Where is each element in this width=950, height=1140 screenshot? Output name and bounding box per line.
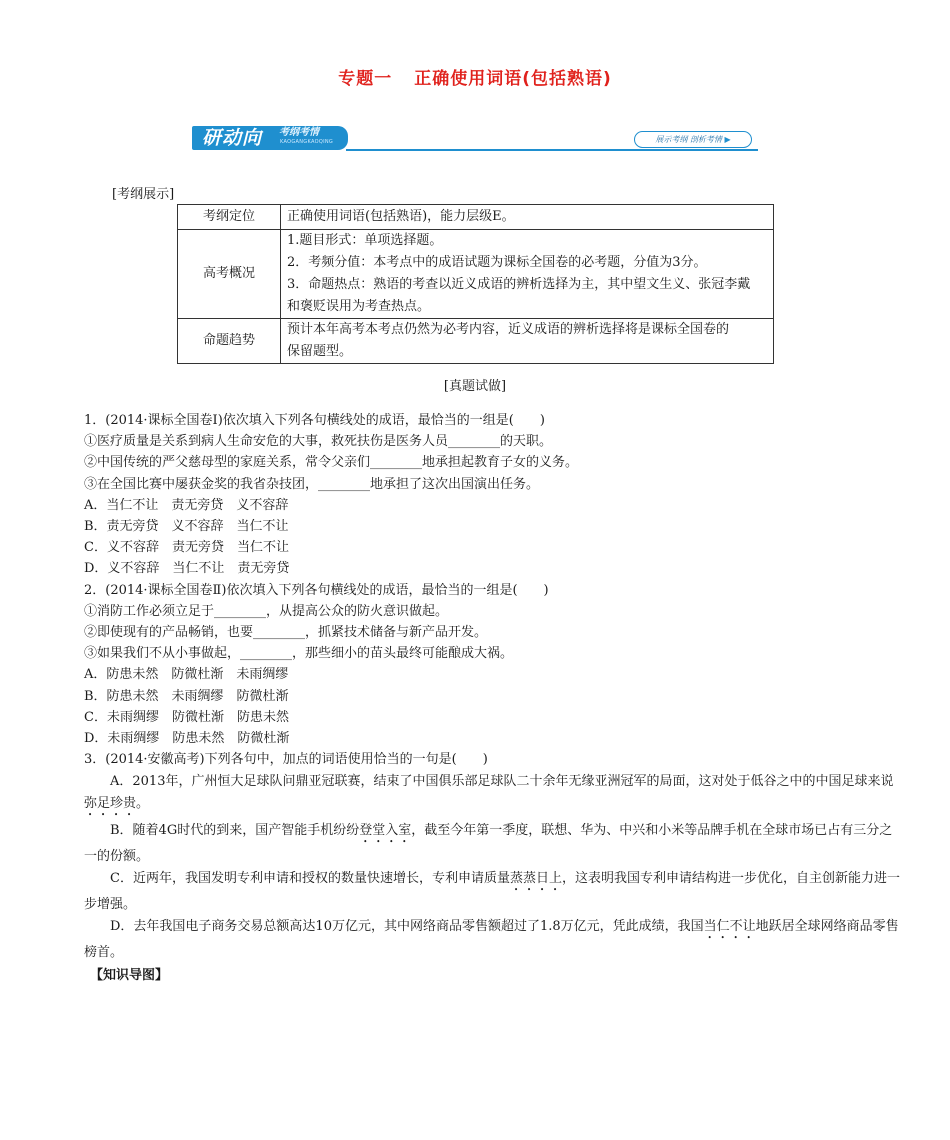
banner-rule (346, 149, 758, 151)
q1-option: B．责无旁贷 义不容辞 当仁不让 (84, 519, 289, 535)
q2-option: C．未雨绸缪 防微杜渐 防患未然 (84, 709, 289, 725)
q3-d-text: D．去年我国电子商务交易总额高达10万亿元，其中网络商品零售额超过了1.8万亿元，凭此成绩，我国 (110, 919, 704, 935)
table-line: 和褒贬误用为考查热点。 (287, 299, 431, 314)
q1-item: ②中国传统的严父慈母型的家庭关系，常令父亲们________地承担起教育子女的义务。 (84, 455, 579, 471)
section-map-label: 【知识导图】 (90, 968, 169, 984)
table-key: 命题趋势 (178, 319, 281, 364)
q3-b-dotted: 登堂入室 (359, 822, 412, 838)
page-title (0, 64, 950, 89)
q1-option: C．义不容辞 责无旁贷 当仁不让 (84, 540, 289, 556)
table-line: 2．考频分值：本考点中的成语试题为课标全国卷的必考题，分值为3分。 (287, 255, 707, 270)
q1-option: A．当仁不让 责无旁贷 义不容辞 (84, 497, 289, 513)
q2-item: ③如果我们不从小事做起，________，那些细小的苗头最终可能酿成大祸。 (84, 646, 514, 662)
arrow-right-icon: ▶ (724, 135, 731, 144)
q2-option: D．未雨绸缪 防患未然 防微杜渐 (84, 731, 290, 747)
q3-option-d (84, 916, 902, 963)
q3-option-c (84, 868, 902, 915)
q3-c-tail: ，这表明我国专利申请结构进一步优化，自主创新能力进一步增强。 (84, 870, 900, 912)
table-value (281, 230, 774, 319)
section-banner (192, 122, 758, 154)
q3-option-b (84, 820, 902, 867)
table-value (281, 205, 774, 230)
q2-item: ②即使现有的产品畅销，也要________，抓紧技术储备与新产品开发。 (84, 625, 488, 641)
table-key: 考纲定位 (178, 205, 281, 230)
q3-d-tail: 地跃居全球网络商品零售榜首。 (84, 919, 899, 961)
table-value (281, 319, 774, 364)
questions (84, 410, 902, 986)
q1-item: ①医疗质量是关系到病人生命安危的大事，救死扶伤是医务人员________的天职。 (84, 434, 553, 450)
q3-b-text: B．随着4G时代的到来，国产智能手机纷纷 (110, 822, 360, 838)
banner-pill-text: 展示考纲 剖析考情 (655, 135, 722, 144)
q3-c-dotted: 蒸蒸日上 (509, 870, 562, 886)
q3-option-a (84, 771, 902, 818)
q2-stem: 2．(2014·课标全国卷Ⅱ)依次填入下列各句横线处的成语，最恰当的一组是( ) (84, 582, 549, 598)
table-line: 预计本年高考本考点仍然为必考内容，近义成语的辨析选择将是课标全国卷的 (287, 322, 730, 337)
table-row (178, 230, 774, 319)
table-line: 保留题型。 (287, 344, 353, 359)
table-line: 1.题目形式：单项选择题。 (287, 233, 443, 248)
banner-pinyin: KAOGANGKAOQING (280, 139, 334, 145)
q1-item: ③在全国比赛中屡获金奖的我省杂技团，________地承担了这次出国演出任务。 (84, 476, 540, 492)
page-title-main: 专题一 (338, 69, 393, 89)
q3-b-tail: ，截至今年第一季度，联想、华为、中兴和小米等品牌手机在全球市场已占有三分之一的份额。 (84, 822, 893, 864)
page-title-sub: 正确使用词语(包括熟语) (414, 69, 612, 89)
section-real-label: [真题试做] (443, 379, 507, 394)
q1-stem: 1．(2014·课标全国卷Ⅰ)依次填入下列各句横线处的成语，最恰当的一组是( ) (84, 413, 545, 428)
q3-a-text: A．2013年，广州恒大足球队问鼎亚冠联赛，结束了中国俱乐部足球队二十余年无缘亚洲冠军的局面，这对处于低谷之中的中国足球来说 (110, 774, 894, 790)
table-line: 3．命题热点：熟语的考查以近义成语的辨析选择为主，其中望文生义、张冠李戴 (287, 277, 751, 292)
table-line: 正确使用词语(包括熟语)，能力层级E。 (287, 209, 515, 224)
banner-sub-text: 考纲考情 (279, 127, 319, 138)
table-key: 高考概况 (178, 230, 281, 319)
banner-pill (634, 131, 752, 148)
table-row (178, 205, 774, 230)
q3-a-dotted: 弥足珍贵 (84, 795, 137, 811)
q2-option: A．防患未然 防微杜渐 未雨绸缪 (84, 667, 289, 683)
section-outline-label: [考纲展示] (112, 187, 175, 202)
table-row (178, 319, 774, 364)
q2-item: ①消防工作必须立足于________，从提高公众的防火意识做起。 (84, 603, 449, 619)
q1-option: D．义不容辞 当仁不让 责无旁贷 (84, 561, 290, 577)
q3-a-tail: 。 (136, 795, 150, 811)
banner-main-text: 研动向 (202, 127, 263, 149)
q3-d-dotted: 当仁不让 (703, 919, 756, 935)
q3-c-text: C．近两年，我国发明专利申请和授权的数量快速增长，专利申请质量 (110, 870, 510, 886)
q3-stem: 3．(2014·安徽高考)下列各句中，加点的词语使用恰当的一句是( ) (84, 752, 488, 768)
outline-table (177, 204, 774, 364)
q2-option: B．防患未然 未雨绸缪 防微杜渐 (84, 688, 289, 704)
